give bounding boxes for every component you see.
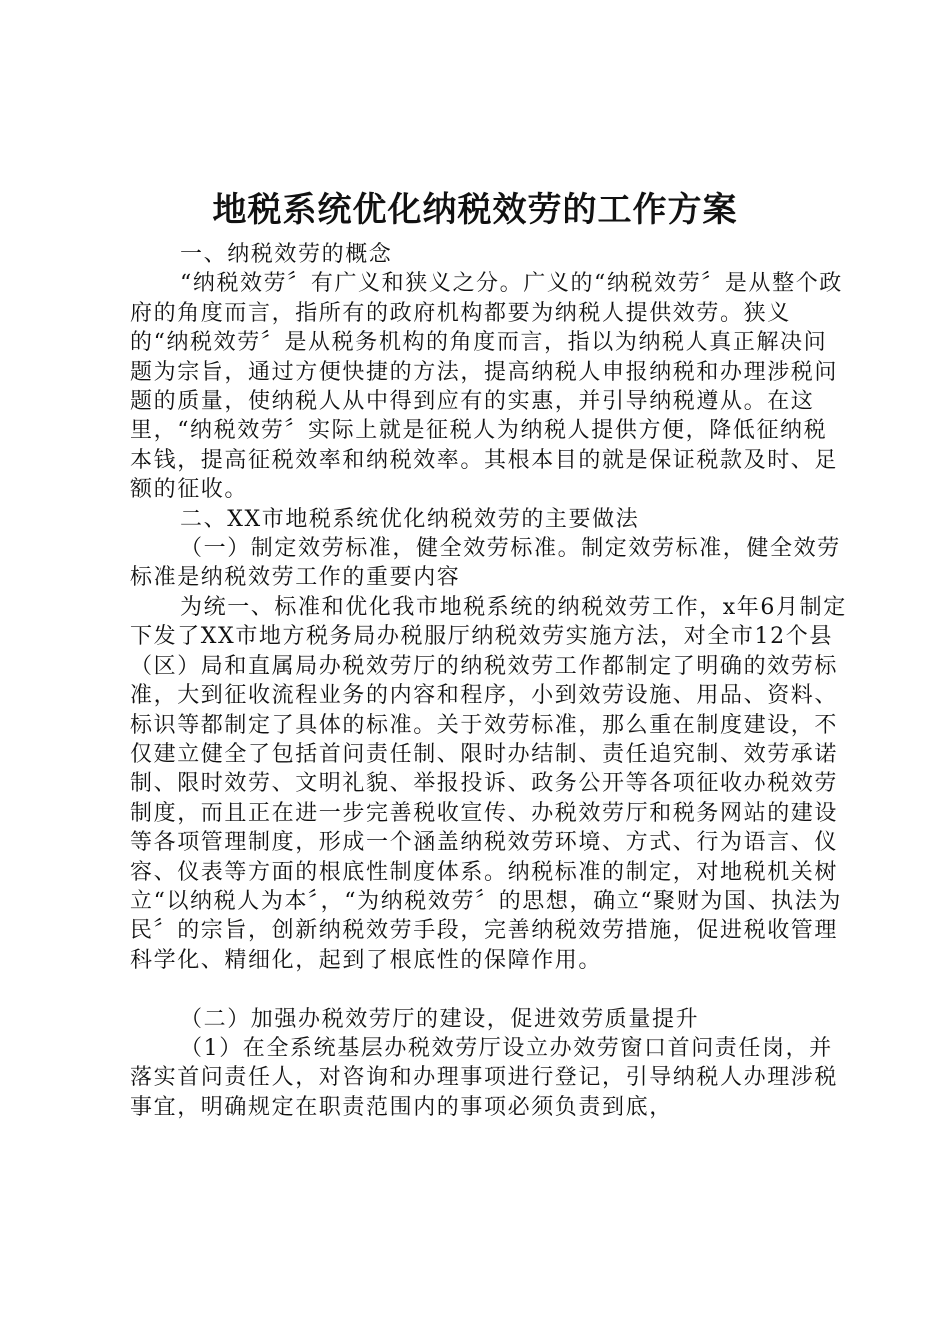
paragraph-gap: [130, 975, 850, 1004]
subsection1-heading: （一）制定效劳标准，健全效劳标准。制定效劳标准，健全效劳标准是纳税效劳工作的重要内容: [130, 536, 841, 591]
document-body: [130, 240, 850, 1122]
subsection1-paragraph: 为统一、标准和优化我市地税系统的纳税效劳工作，x年6月制定下发了XX市地方税务局办税服厅纳税效劳实施方法，对全市12个县（区）局和直属局办税效劳厅的纳税效劳工作都制定了明确的效劳标准，大到征收流程业务的内容和程序，小到效劳设施、用品、资料、标识等都制定了具体的标准。关于效劳标准，那么重在制度建设，不仅建立健全了包括首问责任制、限时办结制、责任追究制、效劳承诺制、限时效劳、文明礼貌、举报投诉、政务公开等各项征收办税效劳制度，而且正在进一步完善税收宣传、办税效劳厅和税务网站的建设等各项管理制度，形成一个涵盖纳税效劳环境、方式、行为语言、仪容、仪表等方面的根底性制度体系。纳税标准的制定，对地税机关树立“以纳税人为本〞，“为纳税效劳〞的思想，确立“聚财为国、执法为民〞的宗旨，创新纳税效劳手段，完善纳税效劳措施，促进税收管理科学化、精细化，起到了根底性的保障作用。: [130, 594, 847, 973]
document-title: 地税系统优化纳税效劳的工作方案: [212, 190, 738, 230]
subsection2-item1: （1）在全系统基层办税效劳厅设立办效劳窗口首问责任岗，并落实首问责任人，对咨询和办理事项进行登记，引导纳税人办理涉税事宜，明确规定在职责范围内的事项必须负责到底，: [130, 1035, 839, 1120]
section1-paragraph: “纳税效劳〞有广义和狭义之分。广义的“纳税效劳〞是从整个政府的角度而言，指所有的政府机构都要为纳税人提供效劳。狭义的“纳税效劳〞是从税务机构的角度而言，指以为纳税人真正解决问题为宗旨，通过方便快捷的方法，提高纳税人申报纳税和办理涉税问题的质量，使纳税人从中得到应有的实惠，并引导纳税遵从。在这里，“纳税效劳〞实际上就是征税人为纳税人提供方便，降低征纳税本钱，提高征税效率和纳税效率。其根本目的就是保证税款及时、足额的征收。: [130, 271, 843, 503]
subsection2-heading: （二）加强办税效劳厅的建设，促进效劳质量提升: [180, 1006, 700, 1032]
section2-heading: 二、XX市地税系统优化纳税效劳的主要做法: [180, 506, 640, 532]
section1-heading: 一、纳税效劳的概念: [180, 242, 393, 267]
